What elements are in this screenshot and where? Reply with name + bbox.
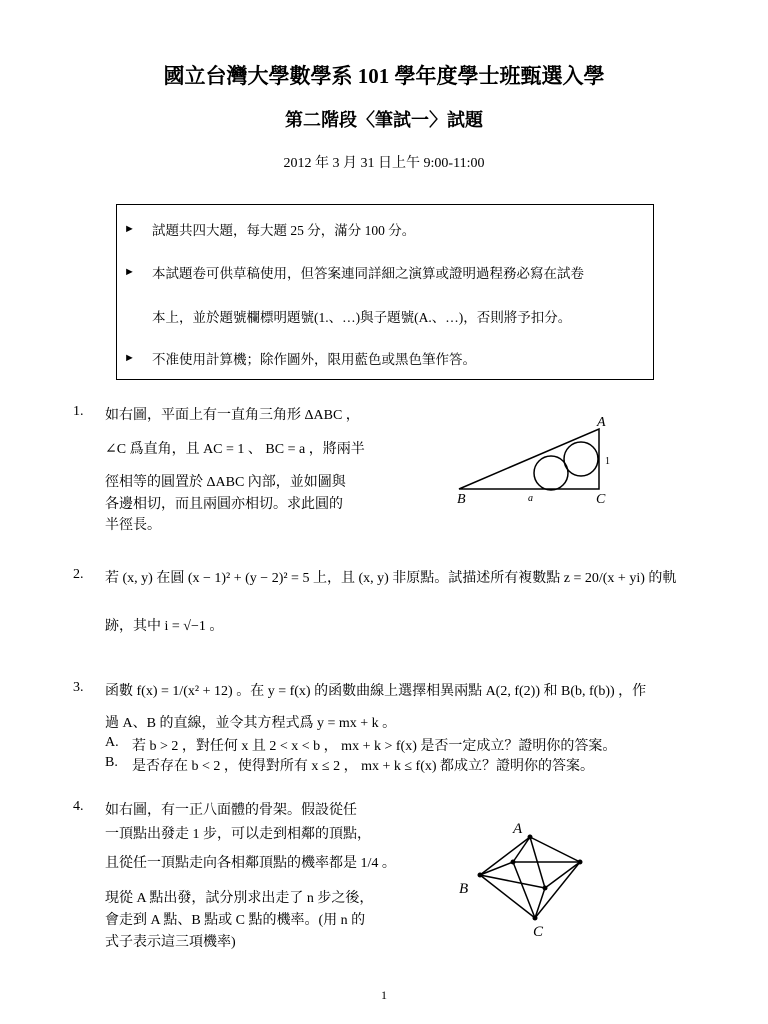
question-1-line-5: 半徑長。 (105, 518, 161, 533)
question-4-line-3: 且從任一頂點走向各相鄰頂點的機率都是 1/4 。 (105, 856, 396, 871)
bullet-icon: ► (124, 223, 135, 235)
question-4-line-5: 會走到 A 點、B 點或 C 點的機率。(用 n 的 (105, 913, 366, 928)
question-4-line-2: 一頂點出發走 1 步，可以走到相鄰的頂點， (105, 827, 371, 842)
exam-title: 國立台灣大學數學系 101 學年度學士班甄選入學 (163, 64, 605, 88)
question-3-line-2: 過 A、B 的直線，並令其方程式爲 y = mx + k 。 (105, 716, 397, 731)
question-2-line-2: 跡，其中 i = √−1 。 (105, 619, 224, 634)
bullet-icon: ► (124, 352, 135, 364)
page-number: 1 (381, 988, 387, 1002)
question-4-line-6: 式子表示這三項機率) (105, 935, 236, 950)
question-1-number: 1. (73, 404, 84, 419)
octahedron-figure (455, 815, 595, 940)
question-1-line-1: 如右圖，平面上有一直角三角形 ΔABC ， (105, 408, 360, 423)
notice-line-1: 試題共四大題，每大題 25 分，滿分 100 分。 (152, 223, 416, 238)
question-4-line-1: 如右圖，有一正八面體的骨架。假設從任 (105, 803, 357, 818)
side-bc-length-label: a (528, 493, 533, 504)
triangle-abc (459, 429, 599, 489)
exam-date: 2012 年 3 月 31 日上午 9:00-11:00 (283, 156, 485, 171)
vertex-c-label: C (533, 924, 544, 940)
inscribed-circle-left (534, 456, 568, 490)
question-3-number: 3. (73, 680, 84, 695)
question-3b-label: B. (105, 755, 118, 770)
question-1-line-3: 徑相等的圓置於 ΔABC 內部，並如圖與 (105, 475, 346, 490)
question-3a-label: A. (105, 735, 119, 750)
question-3b-text: 是否存在 b < 2 ，使得對所有 x ≤ 2 ， mx + k ≤ f(x) 都成立？證明你的答案。 (132, 759, 595, 774)
vertex-b-label: B (457, 492, 466, 507)
right-triangle-figure (450, 412, 620, 514)
question-2-line-1: 若 (x, y) 在圓 (x − 1)² + (y − 2)² = 5 上，且 (x, y) 非原點。試描述所有複數點 z = 20/(x + yi) 的軌 (105, 571, 677, 586)
vertex-b-label: B (459, 881, 469, 897)
bullet-icon: ► (124, 266, 135, 278)
question-3a-text: 若 b > 2 ，對任何 x 且 2 < x < b ， mx + k > f(x) 是否一定成立？證明你的答案。 (132, 739, 617, 754)
question-1-line-4: 各邊相切，而且兩圓亦相切。求此圓的 (105, 497, 343, 512)
vertex-c-label: C (596, 492, 606, 507)
inscribed-circle-right (564, 442, 598, 476)
notice-line-2a: 本試題卷可供草稿使用，但答案連同詳細之演算或證明過程務必寫在試卷 (152, 266, 584, 281)
question-3-line-1: 函數 f(x) = 1/(x² + 12) 。在 y = f(x) 的函數曲線上選擇相異兩點 A(2, f(2)) 和 B(b, f(b)) ，作 (105, 684, 647, 699)
question-1-line-2: ∠C 爲直角，且 AC = 1 、 BC = a ，將兩半 (105, 442, 365, 457)
vertex-a-label: A (597, 415, 606, 430)
question-4-number: 4. (73, 799, 84, 814)
octahedron-edges (480, 837, 580, 918)
question-4-line-4: 現從 A 點出發，試分別求出走了 n 步之後， (105, 891, 374, 906)
notice-line-2b: 本上，並於題號欄標明題號(1.、…)與子題號(A.、…)，否則將予扣分。 (152, 310, 572, 325)
notice-line-3: 不准使用計算機；除作圖外，限用藍色或黑色筆作答。 (152, 352, 476, 367)
question-2-number: 2. (73, 567, 84, 582)
exam-subtitle: 第二階段〈筆試一〉試題 (285, 110, 483, 130)
side-ac-length-label: 1 (605, 456, 610, 467)
vertex-a-label: A (513, 821, 523, 837)
